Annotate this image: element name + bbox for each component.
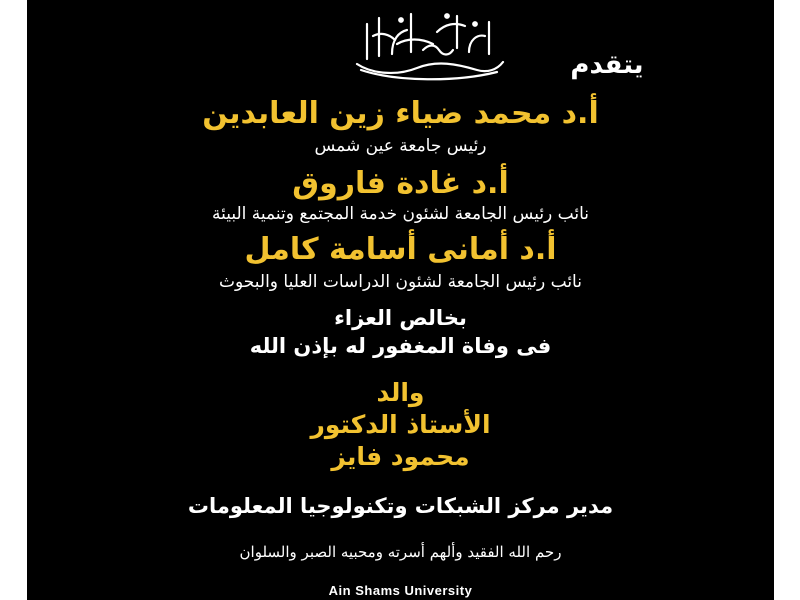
person-3-name: أ.د أمانى أسامة كامل	[244, 232, 557, 267]
deceased-relation: والد	[376, 378, 425, 407]
person-3-title: نائب رئيس الجامعة لشئون الدراسات العليا والبحوث	[219, 272, 582, 292]
deceased-name: محمود فايز	[331, 442, 470, 471]
person-2-name: أ.د غادة فاروق	[292, 166, 509, 201]
bismillah-calligraphy-icon	[337, 4, 517, 84]
deceased-title: الأستاذ الدكتور	[310, 410, 491, 439]
condolence-card	[27, 0, 774, 600]
presents-heading: يتقدم	[570, 50, 644, 80]
deceased-position: مدير مركز الشبكات وتكنولوجيا المعلومات	[187, 494, 614, 518]
person-2-title: نائب رئيس الجامعة لشئون خدمة المجتمع وتنمية البيئة	[211, 204, 590, 224]
person-1-title: رئيس جامعة عين شمس	[314, 136, 487, 156]
person-1-name: أ.د محمد ضياء زين العابدين	[202, 96, 599, 131]
condolence-line-1: بخالص العزاء	[334, 306, 467, 330]
condolence-line-2: فى وفاة المغفور له بإذن الله	[249, 334, 552, 358]
university-footer: Ain Shams University	[328, 583, 473, 598]
prayer-text: رحم الله الفقيد وألهم أسرته ومحبيه الصبر والسلوان	[239, 543, 562, 561]
